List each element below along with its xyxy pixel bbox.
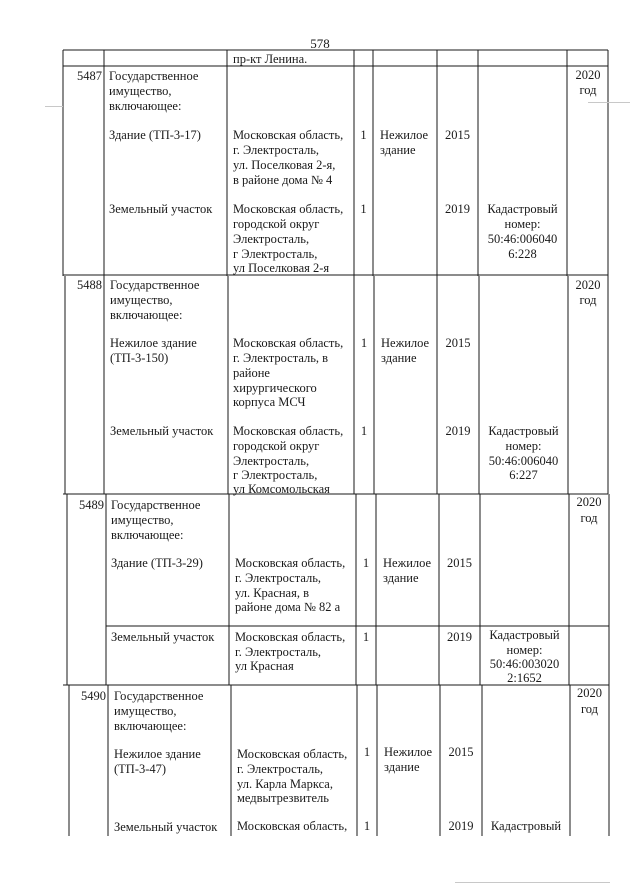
record-year-unit: год: [579, 83, 597, 97]
item-quantity: 1: [360, 128, 367, 142]
record-number: 5487: [77, 69, 102, 83]
record-title-line: включающее:: [111, 528, 184, 542]
item-address-line: городской округ: [233, 217, 320, 231]
item-type-line: здание: [383, 571, 419, 585]
header-address-fragment: пр-кт Ленина.: [233, 52, 308, 66]
record-title-line: включающее:: [109, 99, 182, 113]
item-address-line: ул Комсомольская: [233, 482, 330, 496]
item-type-line: Нежилое: [380, 128, 429, 142]
record-year: 2020: [575, 68, 601, 82]
cadastral-line: 2:1652: [507, 671, 542, 685]
item-year: 2015: [445, 336, 471, 350]
record-title-line: Государственное: [111, 498, 201, 512]
cadastral-line: Кадастровый: [488, 424, 559, 438]
record-year-unit: год: [580, 511, 598, 525]
record-title-line: имущество,: [111, 513, 174, 527]
item-address-line: Московская область,: [237, 819, 348, 833]
item-name: Земельный участок: [110, 424, 214, 438]
record-year: 2020: [577, 686, 602, 700]
item-year: 2015: [448, 745, 474, 759]
cadastral-line: Кадастровый: [490, 819, 562, 833]
item-address-line: г. Электросталь,: [237, 762, 324, 776]
item-address-line: г Электросталь,: [233, 468, 318, 482]
record-year: 2020: [575, 278, 601, 292]
cadastral-line: Кадастровый: [487, 202, 558, 216]
record-number: 5490: [81, 689, 106, 703]
record-title-line: включающее:: [114, 719, 187, 733]
scan-mark-left: [45, 106, 63, 107]
item-address-line: Московская область,: [235, 630, 346, 644]
item-name: Нежилое здание: [110, 336, 197, 350]
item-year: 2015: [447, 556, 472, 570]
record-title-line: имущество,: [109, 84, 172, 98]
cadastral-line: Кадастровый: [489, 628, 560, 642]
item-quantity: 1: [360, 202, 367, 216]
item-address-line: ул. Красная, в: [235, 586, 310, 600]
item-type-line: здание: [384, 760, 420, 774]
item-address-line: Московская область,: [235, 556, 346, 570]
item-year: 2019: [445, 424, 471, 438]
record-title-line: Государственное: [114, 689, 204, 703]
item-year: 2019: [447, 630, 472, 644]
page-number: 578: [310, 36, 330, 51]
item-quantity: 1: [360, 424, 368, 438]
item-quantity: 1: [363, 745, 371, 759]
item-address-line: г Электросталь,: [233, 247, 318, 261]
cadastral-line: 50:46:003020: [489, 657, 560, 671]
record-title-line: имущество,: [110, 293, 173, 307]
item-name: Земельный участок: [109, 202, 213, 216]
item-type-line: Нежилое: [384, 745, 433, 759]
item-type-line: Нежилое: [381, 336, 430, 350]
item-address-line: г. Электросталь,: [235, 571, 322, 585]
cadastral-line: 6:227: [509, 468, 538, 482]
record-title-line: имущество,: [114, 704, 177, 718]
item-address-line: в районе дома № 4: [233, 173, 333, 187]
item-name: Земельный участок: [114, 820, 218, 834]
item-address-line: ул Красная: [235, 659, 294, 673]
item-address-line: городской округ: [233, 439, 320, 453]
item-address-line: ул. Поселковая 2-я,: [233, 158, 336, 172]
record-year-unit: год: [579, 293, 597, 307]
item-address-line: Московская область,: [237, 747, 348, 761]
item-address-line: Московская область,: [233, 128, 344, 142]
item-quantity: 1: [362, 630, 370, 644]
item-address-line: Московская область,: [233, 202, 344, 216]
item-address-line: Московская область,: [233, 424, 344, 438]
record-title-line: Государственное: [109, 69, 199, 83]
item-address-line: Московская область,: [233, 336, 344, 350]
scan-mark-bottom: [455, 882, 610, 883]
item-address-line: корпуса МСЧ: [233, 395, 306, 409]
item-type-line: Нежилое: [383, 556, 432, 570]
item-address-line: хирургического: [233, 381, 317, 395]
item-name: Земельный участок: [111, 630, 215, 644]
item-quantity: 1: [362, 556, 370, 570]
cadastral-line: 50:46:006040: [487, 232, 558, 246]
item-address-line: медвытрезвитель: [237, 791, 329, 805]
item-address-line: Электросталь,: [233, 232, 310, 246]
item-name: (ТП-3-150): [110, 351, 169, 365]
item-name: (ТП-3-47): [114, 762, 167, 776]
record-year: 2020: [576, 495, 602, 509]
item-year: 2019: [448, 819, 474, 833]
item-name: Нежилое здание: [114, 747, 201, 761]
record-number: 5489: [79, 498, 104, 512]
item-year: 2015: [445, 128, 470, 142]
record-number: 5488: [77, 278, 102, 292]
item-address-line: районе: [233, 366, 270, 380]
item-address-line: районе дома № 82 а: [235, 600, 341, 614]
cadastral-line: номер:: [506, 643, 543, 657]
record-title-line: включающее:: [110, 308, 183, 322]
cadastral-line: 50:46:006040: [488, 454, 559, 468]
item-quantity: 1: [360, 336, 368, 350]
item-quantity: 1: [363, 819, 371, 833]
item-address-line: г. Электросталь,: [235, 645, 322, 659]
scan-mark-right: [588, 102, 630, 103]
item-name: Здание (ТП-3-29): [111, 556, 203, 570]
item-type-line: здание: [381, 351, 417, 365]
item-name: Здание (ТП-3-17): [109, 128, 201, 142]
item-address-line: г. Электросталь,: [233, 143, 320, 157]
record-title-line: Государственное: [110, 278, 200, 292]
cadastral-line: номер:: [505, 439, 542, 453]
item-address-line: ул. Карла Маркса,: [237, 777, 333, 791]
item-address-line: г. Электросталь, в: [233, 351, 329, 365]
cadastral-line: 6:228: [508, 247, 537, 261]
record-year-unit: год: [580, 702, 599, 716]
item-year: 2019: [445, 202, 470, 216]
item-address-line: ул Поселковая 2-я: [233, 261, 330, 275]
item-address-line: Электросталь,: [233, 454, 310, 468]
cadastral-line: номер:: [504, 217, 541, 231]
item-type-line: здание: [380, 143, 416, 157]
